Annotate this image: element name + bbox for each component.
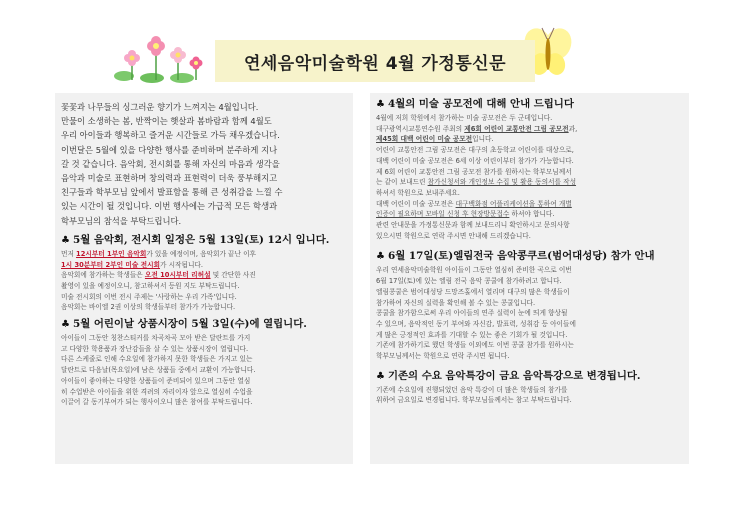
section-line: 촬영이 있을 예정이오니, 참고하셔서 등원 지도 부탁드립니다. — [61, 281, 240, 290]
intro-line: 학부모님의 참석을 부탁드립니다. — [61, 215, 182, 226]
section-line: 아이들이 좋아하는 다양한 상품들이 준비되어 있으며 그동안 열심 — [61, 376, 251, 385]
intro-paragraph — [61, 100, 348, 228]
section-line: 음악회는 바이엘 2권 이상의 학생들부터 참가가 가능합니다. — [61, 303, 236, 312]
section-line: 기존에 참가하기로 했던 학생들 이외에도 이번 콩쿨 참가를 원하시는 — [376, 341, 574, 350]
section-heading: ♣ 5월 음악회, 전시회 일정은 5월 13일(토) 12시 입니다. — [61, 233, 330, 246]
section-line: 제 6회 어린이 교통안전 그림 공모전 참가를 원하시는 학부모님께서 — [376, 167, 572, 176]
section-line: 어린이 교통안전 그림 공모전은 대구의 초등학교 어린이를 대상으로, — [376, 146, 574, 155]
page-title: 연세음악미술학원 4월 가정통신문 — [243, 53, 507, 74]
section-line: 엘림콩쿨은 범어대성당 드망즈홀에서 열리며 대구의 많은 학생들이 — [376, 287, 570, 296]
club-icon: ♣ — [61, 234, 70, 246]
section-heading: ♣ 기존의 수요 음악특강이 금요 음악특강으로 변경됩니다. — [376, 369, 641, 382]
intro-line: 꽃꽃과 나무들의 싱그러운 향기가 느껴지는 4월입니다. — [61, 102, 259, 112]
section-line: 대구광역시교통연수원 주최의 제6회 어린이 교통안전 그림 공모전과, — [376, 124, 578, 133]
club-icon: ♣ — [376, 370, 385, 382]
intro-line: 갈 것 같습니다. 음악회, 전시회를 통해 자신의 마음과 생각을 — [61, 158, 280, 169]
section-line: 제45회 대백 어린이 미술 공모전입니다. — [376, 135, 494, 144]
intro-line: 이번달은 5월에 있을 다양한 행사를 준비하며 분주하게 지나 — [61, 144, 278, 155]
section-market — [61, 316, 348, 408]
section-line: 달란트로 다음날(목요일)에 남은 상품들 중에서 교환이 가능합니다. — [61, 366, 256, 375]
section-line: 위하여 금요일로 변경됩니다. 학부모님들께서는 참고 부탁드립니다. — [376, 396, 572, 405]
section-line: 콩쿨을 참가함으로써 우리 아이들의 연주 실력이 눈에 띄게 향상될 — [376, 309, 568, 318]
section-heading: ♣ 4월의 미술 공모전에 대해 안내 드립니다 — [376, 98, 574, 110]
section-line: 히 수업받은 아이들을 위한 격려의 자리이자 앞으로 열심히 수업을 — [61, 387, 253, 396]
section-line: 대백 어린이 미술 공모전은 6세 이상 어린이부터 참가가 가능합니다. — [376, 156, 574, 165]
intro-line: 우리 아이들과 행복하고 즐거운 시간들로 가득 채우겠습니다. — [61, 130, 280, 141]
left-column — [55, 93, 353, 464]
section-line: 하셔서 학원으로 보내주세요. — [376, 188, 460, 197]
club-icon: ♣ — [376, 99, 385, 110]
section-line: 먼저 12시부터 1부인 음악회가 있을 예정이며, 음악회가 끝난 이후 — [61, 249, 256, 258]
section-concert — [61, 232, 348, 313]
section-line: 이끌어 갈 동기부여가 되는 행사이오니 많은 참여를 부탁드립니다. — [61, 398, 253, 407]
section-line: 고 다양한 학용품과 장난감들을 살 수 있는 상품시장이 열립니다. — [61, 344, 249, 353]
intro-line: 음악과 미술로 표현하며 창의력과 표현력이 더욱 풍부해지고 — [61, 173, 278, 184]
section-line: 참가하여 자신의 실력을 확인해 볼 수 있는 콩쿨입니다. — [376, 298, 536, 307]
section-line: 관련 안내문을 가정통신문과 함께 보내드리니 확인하시고 문의사항 — [376, 221, 570, 230]
section-line: 다른 스케줄로 인해 수요일에 참가하지 못한 학생들은 가지고 있는 — [61, 355, 253, 364]
section-line: 우리 연세음악미술학원 아이들이 그동안 열심히 준비한 곡으로 이번 — [376, 266, 572, 275]
section-line: 아이들이 그동안 칭찬스티커를 차곡차곡 모아 받은 달란트를 가지 — [61, 334, 251, 343]
section-line: 미술 전시회의 이번 전시 주제는 '사랑하는 우리 가족'입니다. — [61, 292, 237, 301]
section-music-contest — [376, 248, 684, 361]
intro-line: 친구들과 학부모님 앞에서 발표함을 통해 큰 성취감을 느낄 수 — [61, 187, 283, 198]
section-line: 는 같이 보내드린 참가신청서와 개인정보 수집 및 활용 동의서를 작성 — [376, 178, 577, 187]
section-contest — [376, 96, 684, 241]
intro-line: 만물이 소생하는 봄, 반짝이는 햇살과 봄바람과 함께 4월도 — [61, 116, 272, 127]
section-line: 학부모님께서는 학원으로 연락 주시면 됩니다. — [376, 352, 510, 361]
flowers-icon — [112, 30, 212, 86]
section-line: 대백 어린이 미술 공모전은 대구백화점 어플리케이션을 통하여 개별 — [376, 199, 572, 208]
section-line: 6월 17일(토)에 있는 엘림 전국 음악 콩쿨에 참가하려고 합니다. — [376, 277, 562, 286]
club-icon: ♣ — [376, 251, 385, 263]
right-column — [370, 93, 689, 464]
section-time-change — [376, 368, 684, 406]
section-line: 있으시면 학원으로 연락 주시면 안내해 드리겠습니다. — [376, 231, 531, 240]
section-line: 음악회에 참가하는 학생들은 오전 10시부터 리허설 및 간단한 사진 — [61, 271, 256, 280]
title-banner — [215, 40, 535, 82]
section-line: 기존에 수요일에 진행되었던 음악 특강이 더 많은 학생들의 참가를 — [376, 385, 568, 394]
club-icon: ♣ — [61, 319, 70, 331]
section-line: 4월에 저희 학원에서 참가하는 미술 공모전은 두 군데입니다. — [376, 114, 553, 122]
section-heading: ♣ 5월 어린이날 상품시장이 5월 3일(수)에 열립니다. — [61, 318, 307, 331]
section-line: 인증이 필요하며 모바일 신청 후 현장방문접수 하셔야 합니다. — [376, 210, 555, 219]
section-heading: ♣ 6월 17일(토)엘림전국 음악콩쿠르(범어대성당) 참가 안내 — [376, 250, 655, 263]
section-line: 게 많은 긍정적인 효과를 기대할 수 있는 좋은 기회가 될 것입니다. — [376, 330, 568, 339]
section-line: 1시 30분부터 2부인 미술 전시회가 시작됩니다. — [61, 260, 204, 269]
section-line: 수 있으며, 음악적인 동기 부여와 자신감, 발표력, 성취감 등 아이들에 — [376, 319, 576, 328]
intro-line: 있는 시간이 될 것입니다. 이번 행사에는 가급적 모든 학생과 — [61, 201, 278, 212]
